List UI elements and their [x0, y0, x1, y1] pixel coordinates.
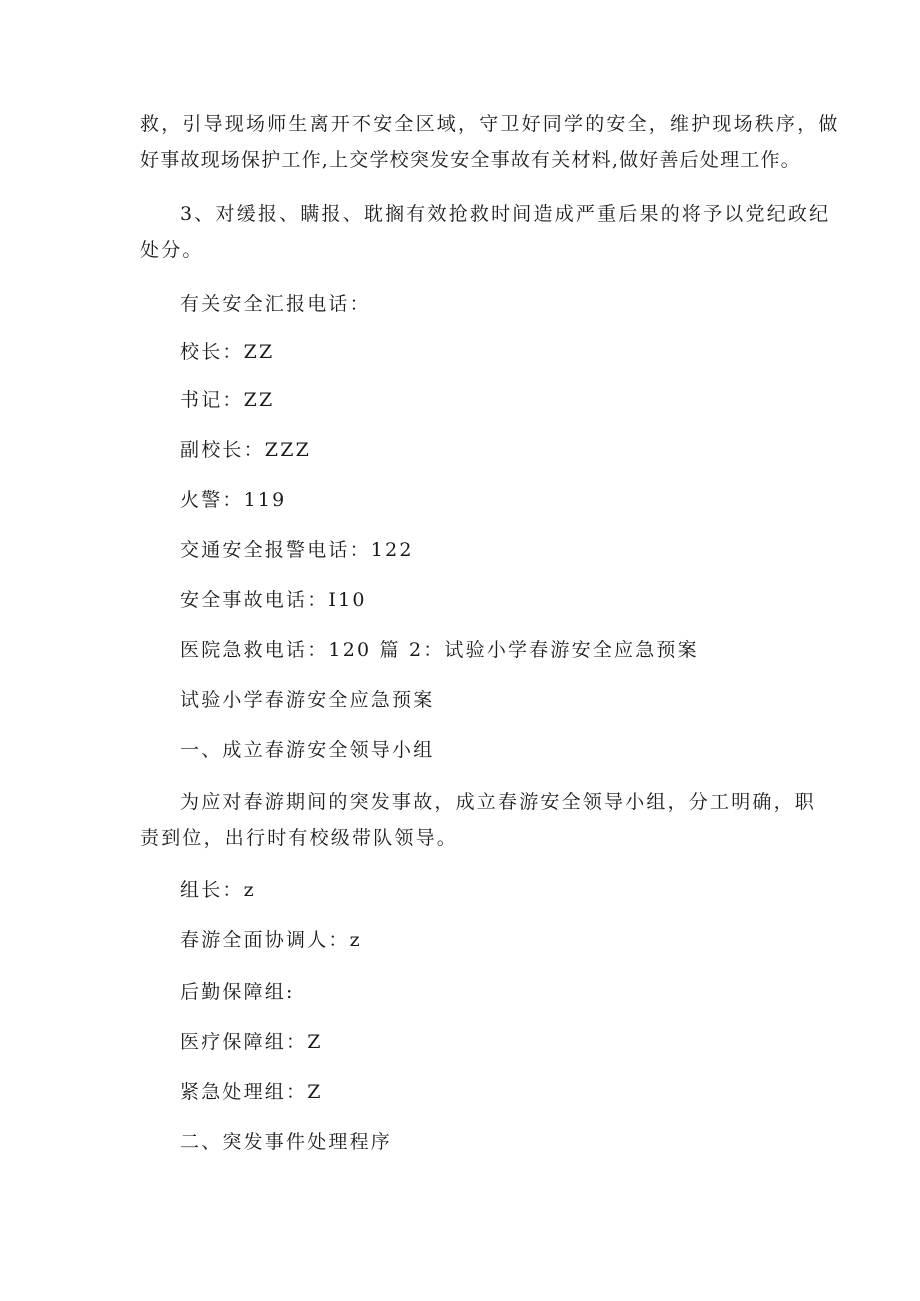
text-line: 医院急救电话：120 篇 2：试验小学春游安全应急预案 [180, 639, 699, 661]
text-line: 校长：ZZ [180, 341, 275, 363]
text-line: 交通安全报警电话：122 [180, 539, 414, 561]
text-line: 书记：ZZ [180, 389, 275, 411]
text-line: 救，引导现场师生离开不安全区域，守卫好同学的安全，维护现场秩序，做 [140, 113, 840, 135]
text-line: 春游全面协调人：z [180, 929, 362, 951]
text-line: 有关安全汇报电话： [180, 293, 371, 315]
text-line: 后勤保障组: [180, 981, 295, 1003]
text-line: 组长：z [180, 879, 256, 901]
text-line: 好事故现场保护工作,上交学校突发安全事故有关材料,做好善后处理工作。 [140, 149, 801, 171]
text-line: 处分。 [140, 239, 204, 261]
text-line: 为应对春游期间的突发事故，成立春游安全领导小组，分工明确，职 [180, 791, 817, 813]
text-line: 二、突发事件处理程序 [180, 1131, 393, 1153]
text-line: 3、对缓报、瞒报、耽搁有效抢救时间造成严重后果的将予以党纪政纪 [180, 203, 831, 225]
text-line: 火警：119 [180, 489, 287, 511]
text-line: 一、成立春游安全领导小组 [180, 739, 435, 761]
text-line: 安全事故电话：I10 [180, 589, 367, 611]
text-line: 副校长：ZZZ [180, 439, 312, 461]
text-line: 紧急处理组：Z [180, 1081, 323, 1103]
text-line: 责到位，出行时有校级带队领导。 [140, 827, 459, 849]
text-line: 医疗保障组：Z [180, 1031, 323, 1053]
text-line: 试验小学春游安全应急预案 [180, 689, 435, 711]
